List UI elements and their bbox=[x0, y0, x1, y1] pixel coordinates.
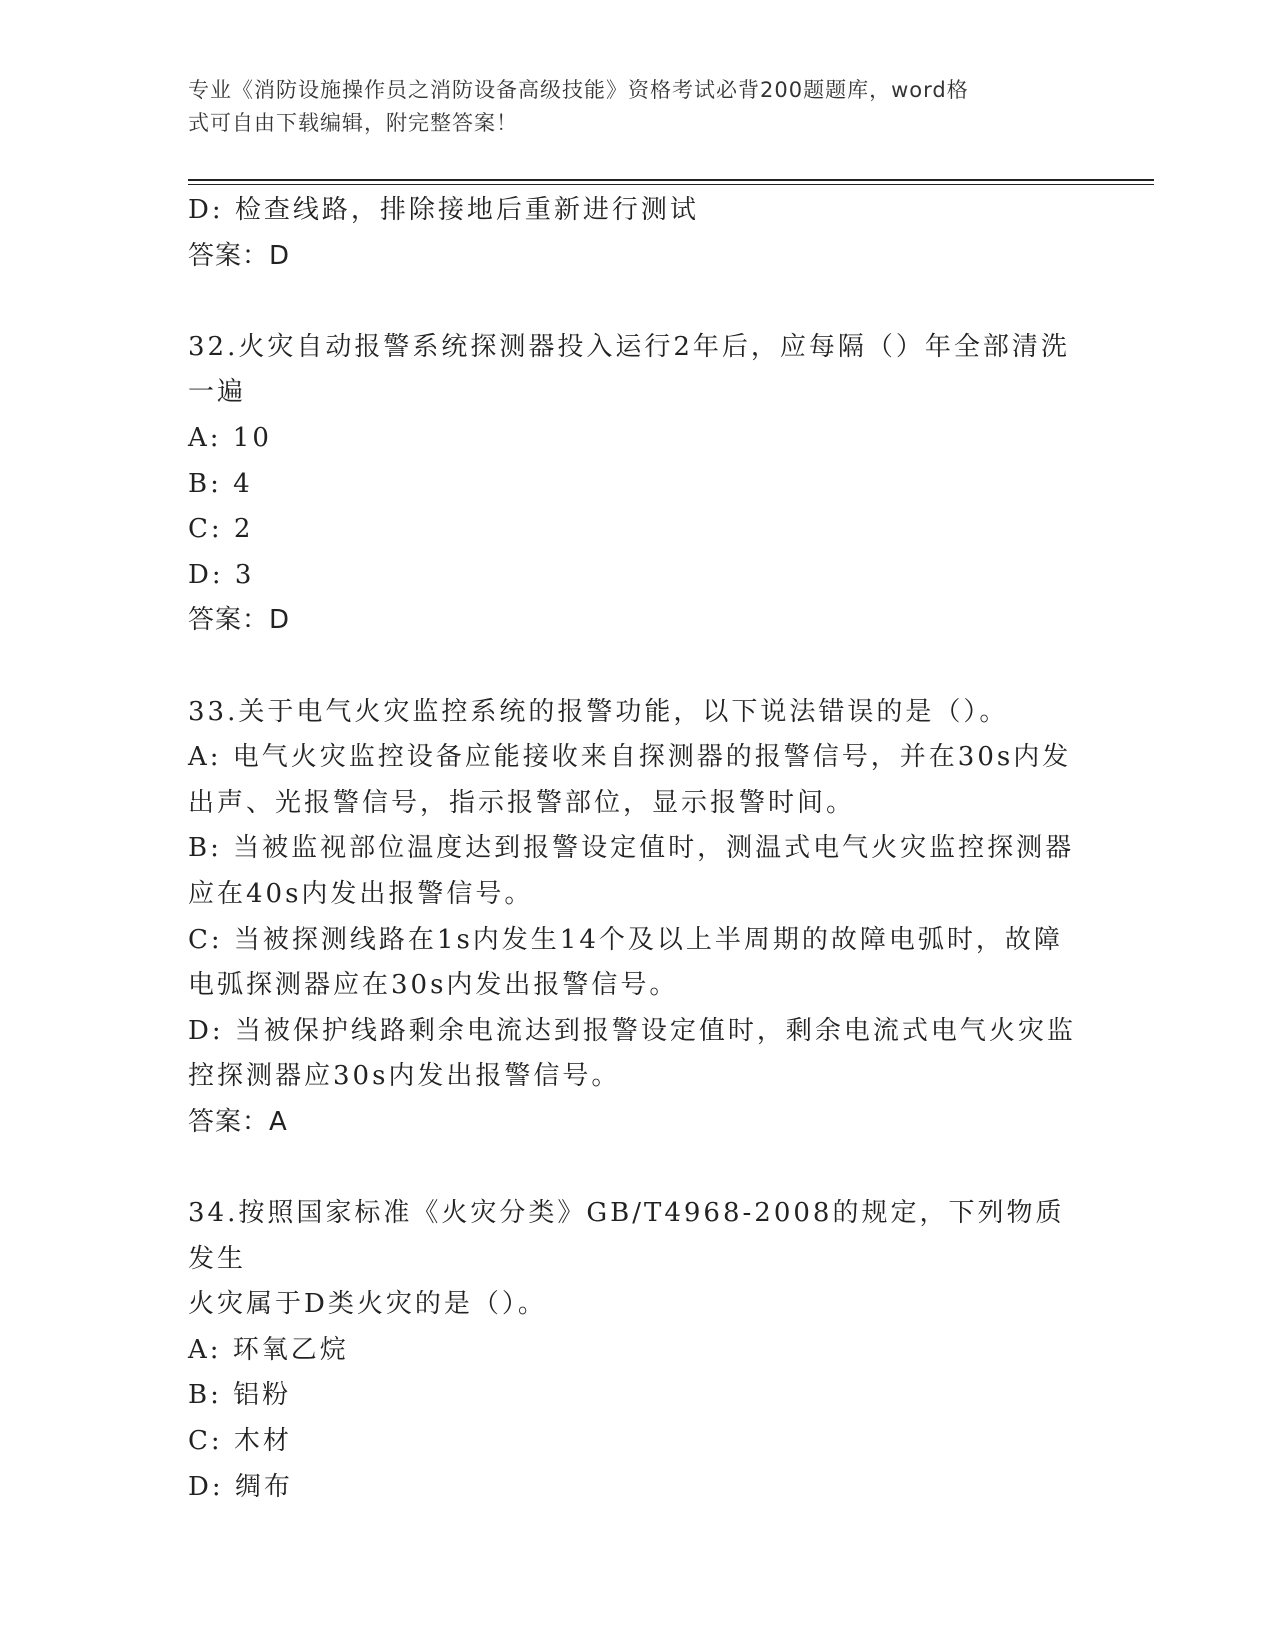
header-divider-thin bbox=[188, 184, 1154, 185]
option-d: D: 3 bbox=[188, 559, 255, 590]
question-stem-continued: 一遍 bbox=[188, 377, 247, 408]
option-d: D: 当被保护线路剩余电流达到报警设定值时，剩余电流式电气火灾监 bbox=[188, 1015, 1076, 1046]
option-b: B: 4 bbox=[188, 468, 253, 499]
question-stem: 34.按照国家标准《火灾分类》GB/T4968-2008的规定，下列物质发生 bbox=[188, 1198, 1065, 1274]
question-stem: 33.关于电气火灾监控系统的报警功能，以下说法错误的是（）。 bbox=[188, 696, 1009, 727]
header-divider-thick bbox=[188, 179, 1154, 181]
answer-label: 答案：A bbox=[188, 1106, 288, 1137]
question-stem-continued: 火灾属于D类火灾的是（）。 bbox=[188, 1289, 547, 1320]
option-c: C: 木材 bbox=[188, 1426, 292, 1457]
answer-label: 答案：D bbox=[188, 240, 291, 271]
option-c-continued: 电弧探测器应在30s内发出报警信号。 bbox=[188, 970, 679, 1001]
spacer bbox=[188, 279, 1088, 325]
option-b: B: 铝粉 bbox=[188, 1380, 292, 1411]
option-d: D: 检查线路，排除接地后重新进行测试 bbox=[188, 195, 699, 225]
document-header bbox=[188, 74, 1068, 140]
answer-label: 答案：D bbox=[188, 605, 291, 636]
option-a-continued: 出声、光报警信号，指示报警部位，显示报警时间。 bbox=[188, 787, 856, 818]
spacer bbox=[188, 644, 1088, 690]
question-32 bbox=[188, 325, 1088, 644]
spacer bbox=[188, 1145, 1088, 1191]
question-31-tail bbox=[188, 188, 1088, 279]
option-d: D: 绸布 bbox=[188, 1471, 293, 1502]
option-d-continued: 控探测器应30s内发出报警信号。 bbox=[188, 1061, 621, 1092]
question-34 bbox=[188, 1191, 1088, 1510]
option-a: A: 电气火灾监控设备应能接收来自探测器的报警信号，并在30s内发 bbox=[188, 742, 1072, 773]
option-b: B: 当被监视部位温度达到报警设定值时，测温式电气火灾监控探测器 bbox=[188, 833, 1075, 864]
question-stem: 32.火灾自动报警系统探测器投入运行2年后，应每隔（）年全部清洗 bbox=[188, 331, 1070, 362]
option-c: C: 当被探测线路在1s内发生14个及以上半周期的故障电弧时，故障 bbox=[188, 924, 1063, 955]
option-c: C: 2 bbox=[188, 514, 254, 545]
option-a: A: 10 bbox=[188, 422, 272, 453]
option-a: A: 环氧乙烷 bbox=[188, 1334, 349, 1365]
header-line-1: 专业《消防设施操作员之消防设备高级技能》资格考试必背200题题库，word格 bbox=[188, 78, 969, 102]
document-body bbox=[188, 188, 1088, 1510]
question-33 bbox=[188, 690, 1088, 1146]
option-b-continued: 应在40s内发出报警信号。 bbox=[188, 878, 534, 909]
header-line-2: 式可自由下载编辑，附完整答案！ bbox=[188, 111, 518, 135]
